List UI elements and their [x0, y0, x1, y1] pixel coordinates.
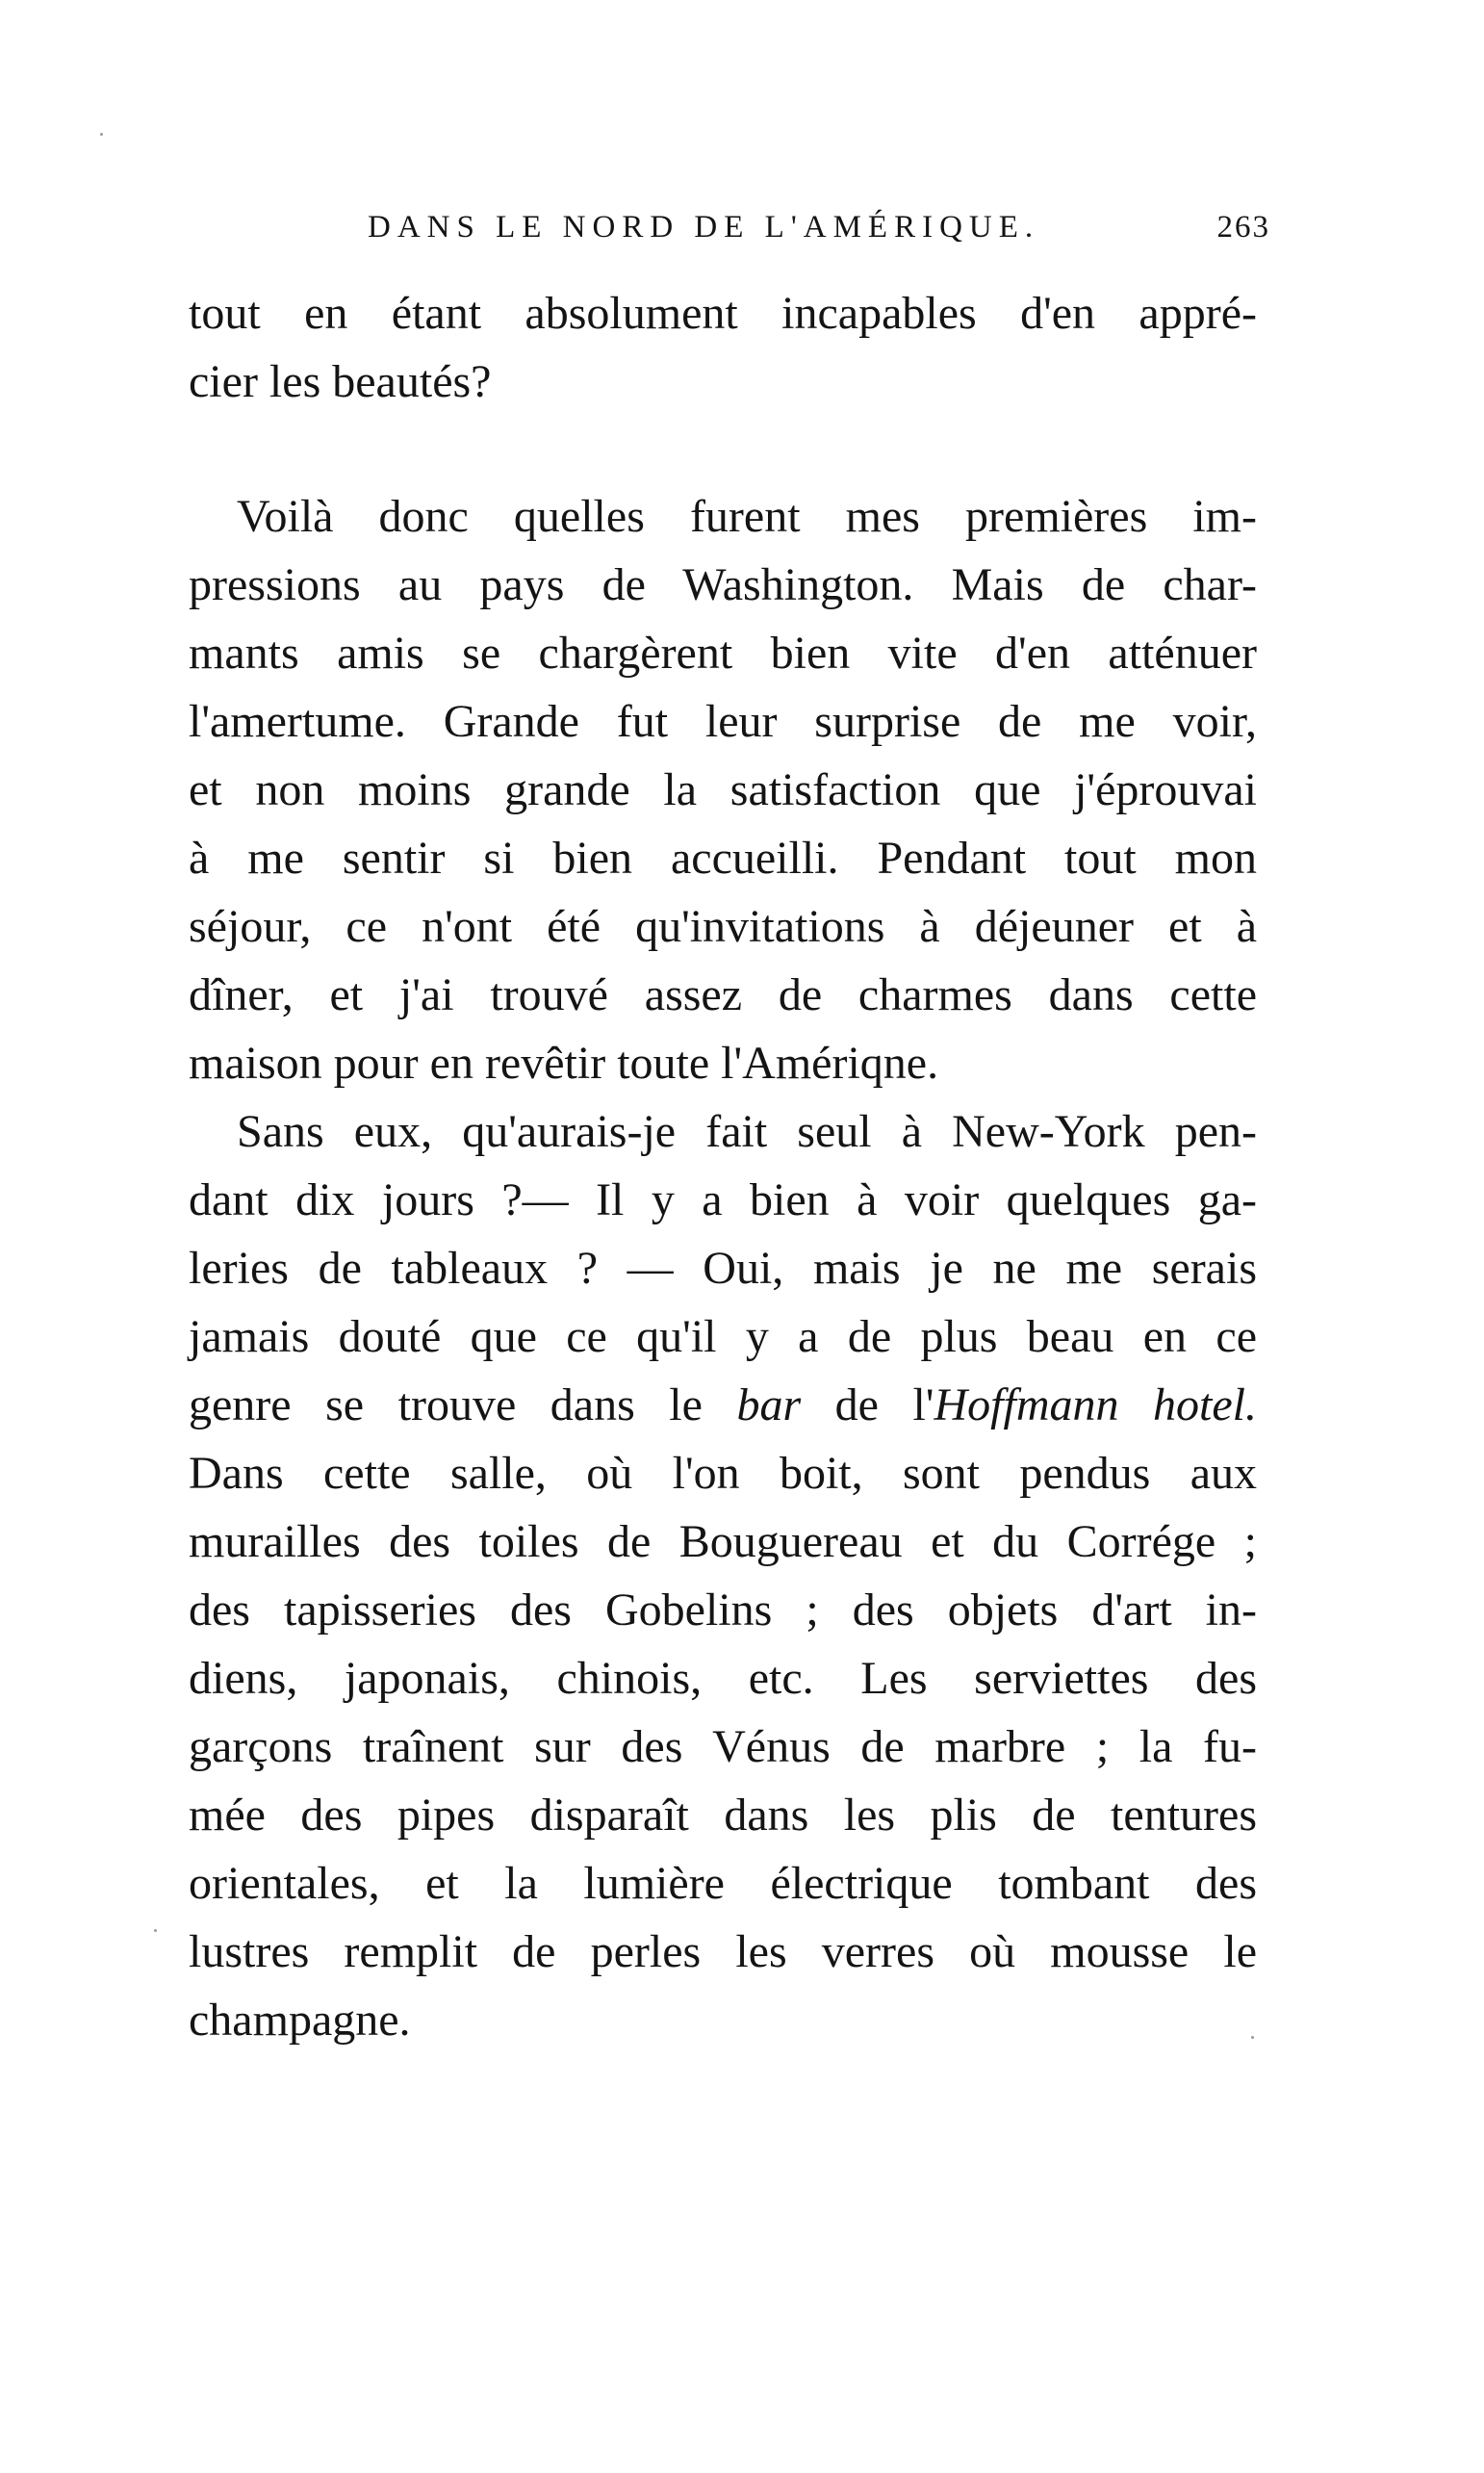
text-line: maison pour en revêtir toute l'Amériqne.: [189, 1038, 939, 1089]
text-line: dîner, et j'ai trouvé assez de charmes dans cette: [189, 969, 1257, 1020]
text-line: tout en étant absolument incapables d'en appré-: [189, 288, 1257, 339]
text-line: des tapisseries des Gobelins ; des objets d'art in-: [189, 1584, 1257, 1636]
body-text: [189, 279, 1257, 2054]
text-line: diens, japonais, chinois, etc. Les serviettes des: [189, 1653, 1257, 1704]
text-line: garçons traînent sur des Vénus de marbre ; la fu-: [189, 1721, 1257, 1772]
paragraph-3: [189, 1097, 1257, 2054]
page-number: 263: [1216, 210, 1270, 245]
running-title: DANS LE NORD DE L'AMÉRIQUE.: [368, 210, 1040, 245]
text-line: à me sentir si bien accueilli. Pendant tout mon: [189, 833, 1257, 884]
text-line: mants amis se chargèrent bien vite d'en atténuer: [189, 628, 1257, 679]
line-segment: de l': [801, 1379, 934, 1430]
text-line: cier les beautés?: [189, 356, 492, 407]
text-line: dant dix jours ?— Il y a bien à voir quelques ga-: [189, 1174, 1257, 1225]
line-segment: genre se trouve dans le: [189, 1379, 737, 1430]
scan-speck: [154, 1929, 157, 1932]
italic-hotel-name: Hoffmann hotel.: [934, 1379, 1258, 1430]
text-line: champagne.: [189, 1995, 411, 2046]
text-line: murailles des toiles de Bouguereau et du Corrége ;: [189, 1516, 1257, 1567]
scan-speck: [100, 133, 103, 136]
text-line: lustres remplit de perles les verres où mousse le: [189, 1926, 1257, 1977]
text-line: l'amertume. Grande fut leur surprise de me voir,: [189, 696, 1257, 747]
text-line: Voilà donc quelles furent mes premières im-: [237, 491, 1257, 542]
text-line: séjour, ce n'ont été qu'invitations à déjeuner et à: [189, 901, 1257, 952]
running-head: [192, 191, 1270, 248]
text-line: mée des pipes disparaît dans les plis de tentures: [189, 1790, 1257, 1841]
scan-speck: [1251, 2036, 1254, 2039]
text-line: leries de tableaux ? — Oui, mais je ne me serais: [189, 1243, 1257, 1294]
paragraph-1: [189, 279, 1257, 416]
text-line: jamais douté que ce qu'il y a de plus beau en ce: [189, 1311, 1257, 1362]
paragraph-2: [189, 482, 1257, 1097]
paragraph-gap: [189, 416, 1257, 482]
text-line: pressions au pays de Washington. Mais de char-: [189, 559, 1257, 610]
italic-bar: bar: [736, 1379, 802, 1430]
text-line: Sans eux, qu'aurais-je fait seul à New-York pen-: [237, 1106, 1257, 1157]
text-line-with-italics: [189, 1371, 1257, 1439]
text-line: et non moins grande la satisfaction que j'éprouvai: [189, 764, 1257, 815]
text-line: Dans cette salle, où l'on boit, sont pendus aux: [189, 1448, 1257, 1499]
text-line: orientales, et la lumière électrique tombant des: [189, 1858, 1257, 1909]
